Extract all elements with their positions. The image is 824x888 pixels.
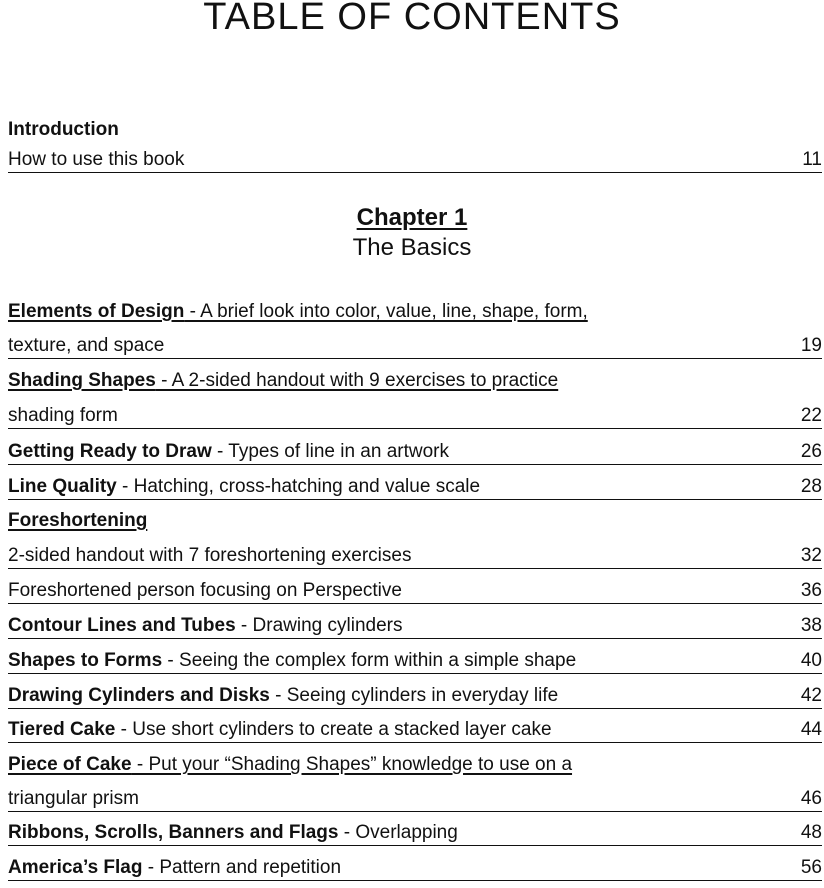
entry-description-cont: shading form (8, 405, 118, 426)
toc-entry-piece-of-cake-line2[interactable] (8, 787, 822, 812)
toc-entry-elements-of-design-line1[interactable] (8, 300, 822, 324)
page-number: 46 (800, 788, 822, 809)
entry-description: - Put your “Shading Shapes” knowledge to use on a (131, 754, 573, 775)
entry-description: - Pattern and repetition (142, 857, 342, 878)
toc-entry-shading-shapes-line2[interactable] (8, 404, 822, 429)
entry-text: How to use this book (8, 149, 185, 170)
entry-title: Tiered Cake (8, 719, 116, 740)
page-number: 22 (800, 405, 822, 426)
toc-entry-how-to-use[interactable] (8, 148, 822, 173)
page-number: 48 (800, 822, 822, 843)
entry-description: 2-sided handout with 7 foreshortening exercises (8, 545, 412, 566)
entry-description: - Seeing the complex form within a simple shape (162, 650, 577, 671)
page-title: TABLE OF CONTENTS (203, 0, 621, 38)
toc-entry-line-quality[interactable] (8, 475, 822, 500)
entry-description: - Overlapping (338, 822, 458, 843)
page-number: 38 (800, 615, 822, 636)
toc-entry-shapes-to-forms[interactable] (8, 649, 822, 674)
entry-title: Drawing Cylinders and Disks (8, 685, 270, 706)
entry-description: - A 2-sided handout with 9 exercises to practice (155, 370, 559, 391)
toc-entry-foreshortened-person[interactable] (8, 579, 822, 604)
chapter-number: Chapter 1 (356, 204, 468, 231)
entry-description-cont: triangular prism (8, 788, 139, 809)
page-number: 44 (800, 719, 822, 740)
page-number: 26 (800, 441, 822, 462)
toc-entry-elements-of-design-line2[interactable] (8, 334, 822, 359)
entry-description: - Use short cylinders to create a stacked layer cake (115, 719, 552, 740)
chapter-title: The Basics (352, 234, 472, 261)
entry-title: Ribbons, Scrolls, Banners and Flags (8, 822, 339, 843)
toc-entry-drawing-cylinders[interactable] (8, 684, 822, 709)
page-number: 36 (800, 580, 822, 601)
page-number: 28 (800, 476, 822, 497)
entry-title: Foreshortening (8, 510, 148, 531)
page-number: 42 (800, 685, 822, 706)
entry-description: Foreshortened person focusing on Perspective (8, 580, 402, 601)
toc-entry-getting-ready[interactable] (8, 440, 822, 465)
entry-title: Shapes to Forms (8, 650, 163, 671)
toc-entry-ribbons[interactable] (8, 821, 822, 846)
entry-description: - Drawing cylinders (235, 615, 403, 636)
entry-description: - Hatching, cross-hatching and value scale (116, 476, 481, 497)
entry-title: Shading Shapes (8, 370, 156, 391)
entry-title: Line Quality (8, 476, 117, 497)
page-number: 56 (800, 857, 822, 878)
toc-entry-foreshortening-heading[interactable] (8, 509, 822, 533)
entry-description-cont: texture, and space (8, 335, 165, 356)
toc-entry-shading-shapes-line1[interactable] (8, 369, 822, 393)
entry-title: Elements of Design (8, 301, 185, 322)
entry-title: Contour Lines and Tubes (8, 615, 236, 636)
introduction-heading-text: Introduction (8, 119, 119, 140)
entry-description: - Seeing cylinders in everyday life (269, 685, 559, 706)
toc-entry-piece-of-cake-line1[interactable] (8, 753, 822, 777)
toc-entry-foreshortening-handout[interactable] (8, 544, 822, 569)
entry-title: Getting Ready to Draw (8, 441, 212, 462)
entry-title: America’s Flag (8, 857, 143, 878)
toc-entry-contour-lines[interactable] (8, 614, 822, 639)
entry-description: - A brief look into color, value, line, shape, form, (184, 301, 588, 322)
introduction-heading (8, 118, 822, 142)
entry-description: - Types of line in an artwork (211, 441, 450, 462)
page-number: 19 (800, 335, 822, 356)
toc-entry-tiered-cake[interactable] (8, 718, 822, 743)
toc-entry-americas-flag[interactable] (8, 856, 822, 881)
page-number: 32 (800, 545, 822, 566)
chapter-heading (0, 203, 824, 263)
page-number: 40 (800, 650, 822, 671)
page-number: 11 (802, 149, 822, 170)
entry-title: Piece of Cake (8, 754, 132, 775)
